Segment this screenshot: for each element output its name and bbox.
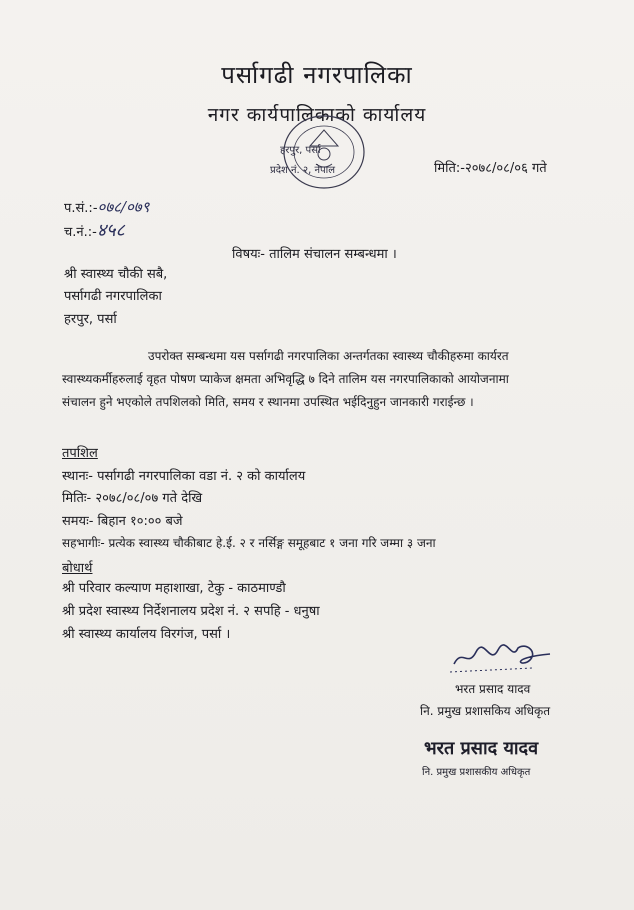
cc-item: श्री प्रदेश स्वास्थ्य निर्देशनालय प्रदेश नं. २ सपहि - धनुषा — [62, 604, 320, 619]
letter-date: मिति:-२०७८/०८/०६ गते — [434, 161, 547, 176]
body-line-2: स्वास्थ्यकर्मीहरुलाई वृहत पोषण प्याकेज क्षमता अभिवृद्धि ७ दिने तालिम यस नगरपालिकाको आयोजनामा — [62, 372, 509, 386]
recipient-line-2: पर्सागढी नगरपालिका — [64, 289, 162, 304]
office-seal — [258, 112, 388, 200]
seal-emblem-icon — [258, 112, 388, 200]
signatory-title: नि. प्रमुख प्रशासकिय अधिकृत — [420, 704, 551, 718]
ref-number — [64, 197, 149, 217]
detail-time: समयः- बिहान १०:०० बजे — [62, 514, 183, 529]
detail-participants: सहभागीः- प्रत्येक स्वास्थ्य चौकीबाट हे.ई. २ र नर्सिङ्ग समूहबाट १ जना गरि जम्मा ३ जना — [62, 536, 436, 550]
details-heading: तपशिल — [62, 446, 98, 461]
seal-line-1: हरपुर, पर्सा — [280, 145, 321, 156]
detail-date: मितिः- २०७८/०८/०७ गते देखि — [62, 491, 203, 506]
ref-number-label: प.सं.:- — [64, 201, 98, 216]
cc-item: श्री स्वास्थ्य कार्यालय विरगंज, पर्सा । — [62, 627, 231, 642]
recipient-line-1: श्री स्वास्थ्य चौकी सबै, — [64, 267, 168, 282]
signatory-name: भरत प्रसाद यादव — [455, 682, 531, 696]
name-stamp: भरत प्रसाद यादव — [424, 738, 539, 759]
recipient-line-3: हरपुर, पर्सा — [64, 312, 117, 327]
detail-place: स्थानः- पर्सागढी नगरपालिका वडा नं. २ को कार्यालय — [62, 469, 306, 484]
seal-line-2: प्रदेश नं. २, नेपाल — [270, 165, 336, 176]
handwritten-signature-icon — [446, 638, 556, 678]
office-name: नगर कार्यपालिकाको कार्यालय — [207, 104, 427, 126]
body-line-1: उपरोक्त सम्बन्धमा यस पर्सागढी नगरपालिका अन्तर्गतका स्वास्थ्य चौकीहरुमा कार्यरत — [148, 349, 509, 363]
cc-item: श्री परिवार कल्याण महाशाखा, टेकु - काठमाण्डौ — [62, 581, 286, 596]
name-stamp-title: नि. प्रमुख प्रशासकीय अधिकृत — [422, 767, 531, 778]
dispatch-number-label: च.नं.:- — [64, 225, 97, 240]
org-name: पर्सागढी नगरपालिका — [221, 61, 413, 89]
subject-line: विषयः- तालिम संचालन सम्बन्धमा । — [232, 247, 397, 262]
ref-number-value: ०७८/०७९ — [97, 198, 150, 216]
cc-heading: बोधार्थ — [62, 561, 93, 576]
dispatch-number — [64, 218, 125, 242]
body-line-3: संचालन हुने भएकोले तपशिलको मिति, समय र स्थानमा उपस्थित भईदिनुहुन जानकारी गराईन्छ । — [62, 395, 474, 409]
dispatch-number-value: ४५८ — [96, 220, 125, 241]
